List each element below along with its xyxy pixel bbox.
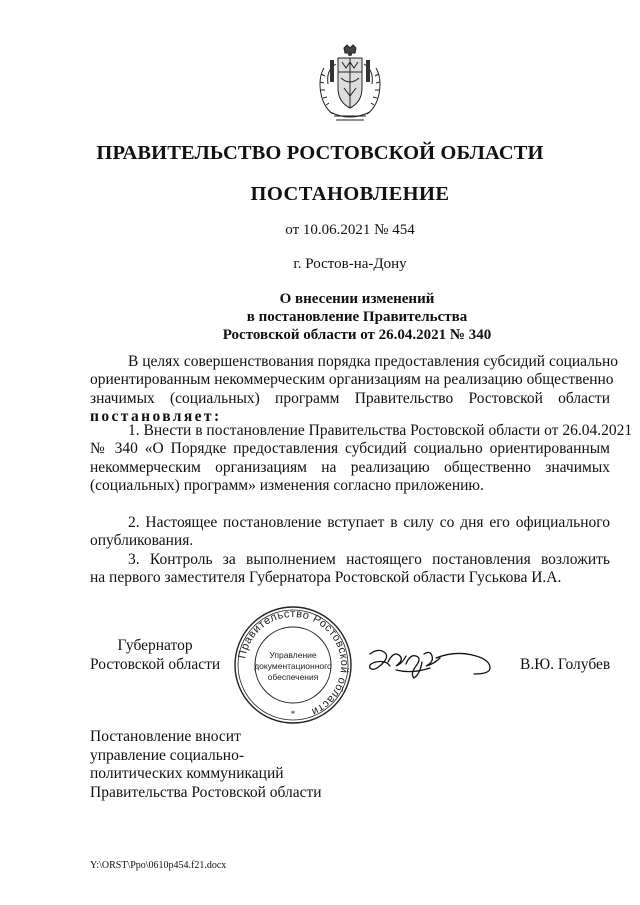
resolution-item-2 <box>90 514 610 551</box>
paragraph-line: опубликования. <box>90 532 194 550</box>
paragraph-line: 2. Настоящее постановление вступает в силу со дня его официального <box>128 514 610 531</box>
signatory-title-line: Ростовской области <box>90 656 221 673</box>
document-type: ПОСТАНОВЛЕНИЕ <box>250 183 450 205</box>
paragraph-line: значимых (социальных) программ Правительство Ростовской области <box>90 389 610 407</box>
intro-paragraph <box>90 353 619 427</box>
svg-text:*: * <box>290 709 296 719</box>
signatory-title-line: Губернатор <box>117 637 193 654</box>
organization-title: ПРАВИТЕЛЬСТВО РОСТОВСКОЙ ОБЛАСТИ <box>96 142 544 164</box>
paragraph-line: некоммерческим организациям на реализацию общественно значимых <box>90 458 610 476</box>
signatory-name: В.Ю. Голубев <box>520 656 611 673</box>
paragraph-line: ориентированным некоммерческим организациям на реализацию общественно <box>90 371 614 389</box>
submitter-note-line: Постановление вносит <box>90 728 241 745</box>
document-city: г. Ростов-на-Дону <box>293 256 407 272</box>
submitter-note-line: политических коммуникаций <box>90 765 284 782</box>
document-date-number: от 10.06.2021 № 454 <box>285 222 415 238</box>
official-stamp-icon <box>232 604 354 726</box>
subject-line: Ростовской области от 26.04.2021 № 340 <box>222 327 492 343</box>
resolution-item-3 <box>90 551 610 588</box>
handwritten-signature <box>366 640 496 682</box>
paragraph-line: 1. Внести в постановление Правительства Ростовской области от 26.04.2021 <box>128 422 633 439</box>
submitter-note-line: управление социально- <box>90 746 244 764</box>
subject-line: в постановление Правительства <box>246 309 468 325</box>
stamp-inner-text: обеспечения <box>267 672 319 682</box>
paragraph-line: на первого заместителя Губернатора Ростовской области Гуськова И.А. <box>90 569 562 587</box>
document-subject <box>0 290 640 344</box>
stamp-inner-text: Управление <box>269 650 317 660</box>
resolution-verb: постановляет: <box>90 408 222 426</box>
coat-of-arms-icon <box>316 44 384 124</box>
stamp-inner-text: документационного <box>254 661 332 671</box>
resolution-item-1 <box>90 422 633 496</box>
signatory-title <box>90 636 220 674</box>
submitter-note <box>90 728 322 802</box>
subject-line: О внесении изменений <box>279 291 435 307</box>
stamp-outer-text: Правительство Ростовской области <box>236 607 351 718</box>
paragraph-line: № 340 «О Порядке предоставления субсидий социально ориентированным <box>90 440 610 458</box>
paragraph-line: (социальных) программ» изменения согласно приложению. <box>90 477 484 495</box>
paragraph-line: В целях совершенствования порядка предоставления субсидий социально <box>128 353 619 370</box>
submitter-note-line: Правительства Ростовской области <box>90 783 322 801</box>
file-path: Y:\ORST\Ppo\0610p454.f21.docx <box>90 860 227 871</box>
paragraph-line: 3. Контроль за выполнением настоящего постановления возложить <box>128 551 610 568</box>
